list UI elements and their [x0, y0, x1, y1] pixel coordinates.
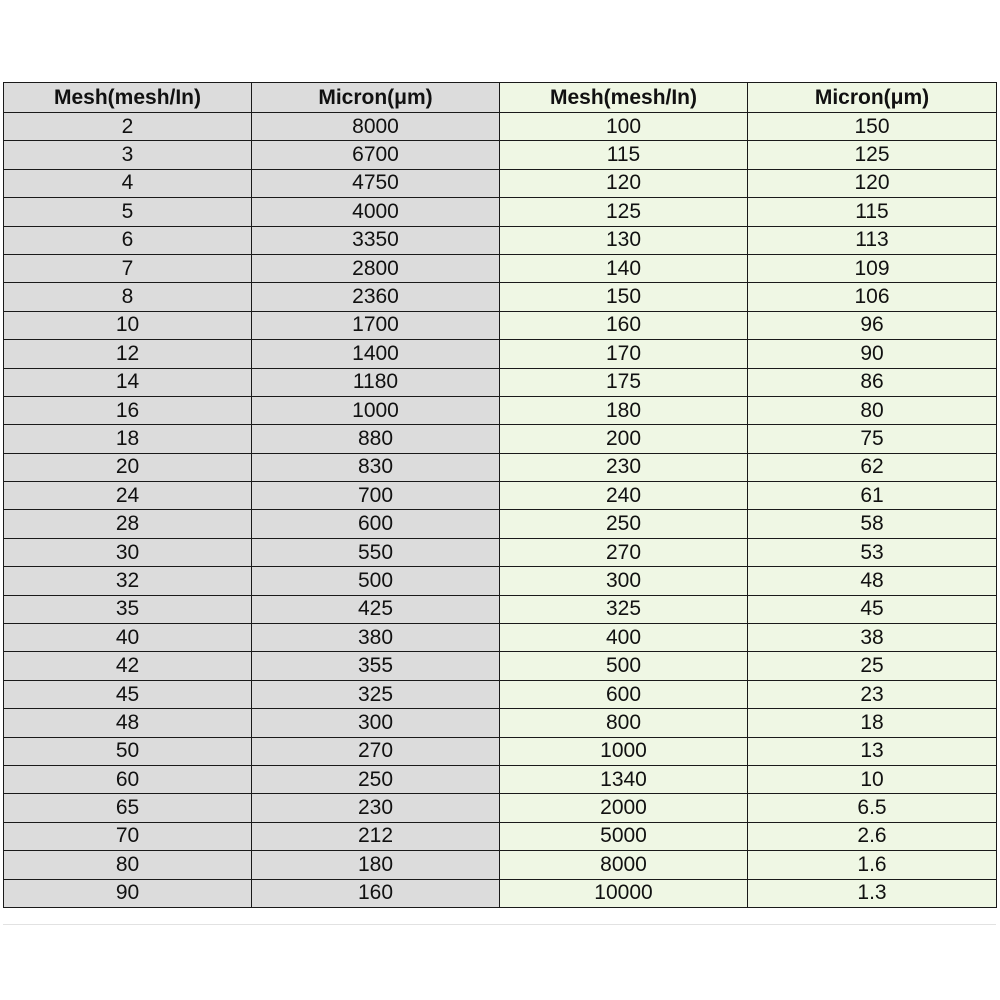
mesh-right-cell: 600	[500, 680, 748, 708]
micron-right-cell: 1.3	[748, 879, 997, 907]
mesh-right-cell: 300	[500, 567, 748, 595]
micron-left-cell: 600	[252, 510, 500, 538]
micron-right-cell: 106	[748, 283, 997, 311]
micron-left-cell: 8000	[252, 113, 500, 141]
mesh-left-cell: 32	[4, 567, 252, 595]
micron-right-cell: 115	[748, 198, 997, 226]
table-row	[4, 765, 997, 793]
mesh-right-cell: 1000	[500, 737, 748, 765]
mesh-right-cell: 100	[500, 113, 748, 141]
mesh-left-cell: 90	[4, 879, 252, 907]
micron-right-cell: 150	[748, 113, 997, 141]
mesh-left-cell: 10	[4, 311, 252, 339]
mesh-left-cell: 35	[4, 595, 252, 623]
table-row	[4, 283, 997, 311]
mesh-left-cell: 48	[4, 709, 252, 737]
micron-left-cell: 250	[252, 765, 500, 793]
micron-right-cell: 38	[748, 624, 997, 652]
table-row	[4, 396, 997, 424]
mesh-right-cell: 230	[500, 453, 748, 481]
table-row	[4, 538, 997, 566]
mesh-left-cell: 7	[4, 254, 252, 282]
header-mesh-left: Mesh(mesh/In)	[4, 83, 252, 113]
micron-right-cell: 23	[748, 680, 997, 708]
mesh-left-cell: 18	[4, 425, 252, 453]
mesh-left-cell: 4	[4, 169, 252, 197]
mesh-right-cell: 125	[500, 198, 748, 226]
micron-right-cell: 120	[748, 169, 997, 197]
mesh-right-cell: 2000	[500, 794, 748, 822]
mesh-right-cell: 180	[500, 396, 748, 424]
micron-left-cell: 830	[252, 453, 500, 481]
mesh-right-cell: 5000	[500, 822, 748, 850]
micron-right-cell: 53	[748, 538, 997, 566]
micron-left-cell: 3350	[252, 226, 500, 254]
mesh-right-cell: 140	[500, 254, 748, 282]
table-row	[4, 709, 997, 737]
micron-left-cell: 300	[252, 709, 500, 737]
table-row	[4, 510, 997, 538]
micron-left-cell: 1700	[252, 311, 500, 339]
table-row	[4, 169, 997, 197]
mesh-right-cell: 500	[500, 652, 748, 680]
micron-left-cell: 1000	[252, 396, 500, 424]
mesh-right-cell: 250	[500, 510, 748, 538]
table-body	[4, 113, 997, 908]
micron-right-cell: 80	[748, 396, 997, 424]
micron-left-cell: 325	[252, 680, 500, 708]
micron-left-cell: 500	[252, 567, 500, 595]
micron-right-cell: 2.6	[748, 822, 997, 850]
table-row	[4, 113, 997, 141]
micron-left-cell: 355	[252, 652, 500, 680]
mesh-left-cell: 30	[4, 538, 252, 566]
header-micron-left: Micron(μm)	[252, 83, 500, 113]
table-row	[4, 368, 997, 396]
mesh-left-cell: 14	[4, 368, 252, 396]
micron-left-cell: 212	[252, 822, 500, 850]
table-row	[4, 652, 997, 680]
header-row	[4, 83, 997, 113]
mesh-left-cell: 8	[4, 283, 252, 311]
table-row	[4, 737, 997, 765]
header-micron-right: Micron(μm)	[748, 83, 997, 113]
mesh-right-cell: 240	[500, 482, 748, 510]
table-row	[4, 680, 997, 708]
micron-right-cell: 13	[748, 737, 997, 765]
micron-left-cell: 425	[252, 595, 500, 623]
mesh-right-cell: 400	[500, 624, 748, 652]
micron-right-cell: 75	[748, 425, 997, 453]
micron-left-cell: 230	[252, 794, 500, 822]
mesh-left-cell: 16	[4, 396, 252, 424]
table-row	[4, 340, 997, 368]
micron-right-cell: 62	[748, 453, 997, 481]
micron-left-cell: 880	[252, 425, 500, 453]
table-row	[4, 567, 997, 595]
mesh-left-cell: 20	[4, 453, 252, 481]
mesh-left-cell: 50	[4, 737, 252, 765]
mesh-right-cell: 10000	[500, 879, 748, 907]
micron-left-cell: 160	[252, 879, 500, 907]
micron-left-cell: 1400	[252, 340, 500, 368]
mesh-left-cell: 80	[4, 851, 252, 879]
mesh-right-cell: 150	[500, 283, 748, 311]
micron-right-cell: 10	[748, 765, 997, 793]
micron-right-cell: 45	[748, 595, 997, 623]
mesh-left-cell: 60	[4, 765, 252, 793]
micron-right-cell: 25	[748, 652, 997, 680]
table-row	[4, 624, 997, 652]
mesh-left-cell: 5	[4, 198, 252, 226]
mesh-right-cell: 130	[500, 226, 748, 254]
mesh-left-cell: 3	[4, 141, 252, 169]
micron-right-cell: 58	[748, 510, 997, 538]
micron-left-cell: 380	[252, 624, 500, 652]
micron-right-cell: 61	[748, 482, 997, 510]
micron-left-cell: 180	[252, 851, 500, 879]
mesh-left-cell: 42	[4, 652, 252, 680]
table-row	[4, 822, 997, 850]
micron-left-cell: 4750	[252, 169, 500, 197]
mesh-right-cell: 115	[500, 141, 748, 169]
header-mesh-right: Mesh(mesh/In)	[500, 83, 748, 113]
table-row	[4, 198, 997, 226]
mesh-left-cell: 24	[4, 482, 252, 510]
table-row	[4, 425, 997, 453]
mesh-right-cell: 160	[500, 311, 748, 339]
table-row	[4, 595, 997, 623]
mesh-left-cell: 12	[4, 340, 252, 368]
micron-left-cell: 550	[252, 538, 500, 566]
micron-left-cell: 4000	[252, 198, 500, 226]
mesh-right-cell: 175	[500, 368, 748, 396]
micron-right-cell: 86	[748, 368, 997, 396]
mesh-left-cell: 45	[4, 680, 252, 708]
table-row	[4, 794, 997, 822]
micron-right-cell: 96	[748, 311, 997, 339]
micron-right-cell: 113	[748, 226, 997, 254]
mesh-right-cell: 8000	[500, 851, 748, 879]
mesh-left-cell: 70	[4, 822, 252, 850]
mesh-right-cell: 1340	[500, 765, 748, 793]
micron-right-cell: 109	[748, 254, 997, 282]
table-row	[4, 141, 997, 169]
mesh-right-cell: 200	[500, 425, 748, 453]
micron-right-cell: 1.6	[748, 851, 997, 879]
mesh-left-cell: 40	[4, 624, 252, 652]
micron-right-cell: 18	[748, 709, 997, 737]
table-row	[4, 226, 997, 254]
micron-right-cell: 48	[748, 567, 997, 595]
mesh-right-cell: 270	[500, 538, 748, 566]
mesh-right-cell: 120	[500, 169, 748, 197]
mesh-right-cell: 325	[500, 595, 748, 623]
table-row	[4, 879, 997, 907]
mesh-left-cell: 6	[4, 226, 252, 254]
micron-left-cell: 2360	[252, 283, 500, 311]
mesh-micron-table	[3, 82, 997, 908]
table-row	[4, 453, 997, 481]
micron-left-cell: 700	[252, 482, 500, 510]
bottom-divider	[3, 924, 996, 925]
micron-right-cell: 125	[748, 141, 997, 169]
mesh-left-cell: 2	[4, 113, 252, 141]
mesh-left-cell: 28	[4, 510, 252, 538]
micron-left-cell: 2800	[252, 254, 500, 282]
table-row	[4, 482, 997, 510]
table-row	[4, 311, 997, 339]
mesh-right-cell: 800	[500, 709, 748, 737]
mesh-left-cell: 65	[4, 794, 252, 822]
micron-right-cell: 6.5	[748, 794, 997, 822]
table-row	[4, 254, 997, 282]
micron-left-cell: 270	[252, 737, 500, 765]
mesh-right-cell: 170	[500, 340, 748, 368]
micron-left-cell: 1180	[252, 368, 500, 396]
table-row	[4, 851, 997, 879]
micron-right-cell: 90	[748, 340, 997, 368]
micron-left-cell: 6700	[252, 141, 500, 169]
